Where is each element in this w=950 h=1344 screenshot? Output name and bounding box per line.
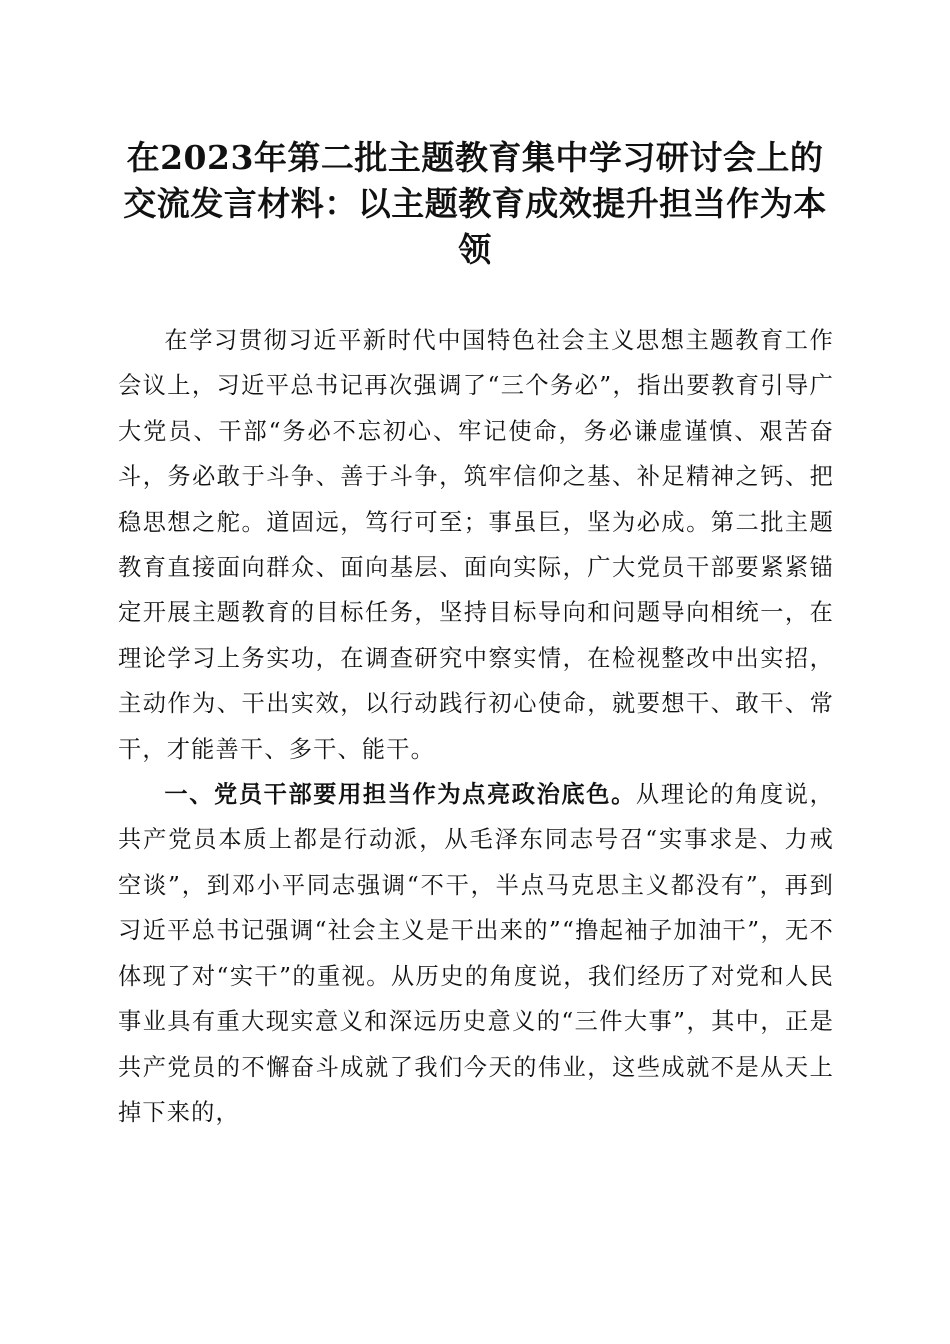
intro-paragraph-text: 在学习贯彻习近平新时代中国特色社会主义思想主题教育工作会议上，习近平总书记再次强调了“三个务必”，指出要教育引导广大党员、干部“务必不忘初心、牢记使命，务必谦虚谨慎、艰苦奋斗，务必敢于斗争、善于斗争，筑牢信仰之基、补足精神之钙、把稳思想之舵。道固远，笃行可至；事虽巨，坚为必成。第二批主题教育直接面向群众、面向基层、面向实际，广大党员干部要紧紧锚定开展主题教育的目标任务，坚持目标导向和问题导向相统一，在理论学习上务实功，在调查研究中察实情，在检视整改中出实招，主动作为、干出实效，以行动践行初心使命，就要想干、敢干、常干，才能善干、多干、能干。 xyxy=(118,327,834,763)
document-body xyxy=(118,318,834,1135)
section-one-heading: 一、党员干部要用担当作为点亮政治底色。 xyxy=(164,781,636,809)
document-title: 在2023年第二批主题教育集中学习研讨会上的交流发言材料：以主题教育成效提升担当作为本领 xyxy=(123,138,827,269)
section-one-text: 从理论的角度说，共产党员本质上都是行动派，从毛泽东同志号召“实事求是、力戒空谈”，到邓小平同志强调“不干，半点马克思主义都没有”，再到习近平总书记强调“社会主义是干出来的”“撸起袖子加油干”，无不体现了对“实干”的重视。从历史的角度说，我们经历了对党和人民事业具有重大现实意义和深远历史意义的“三件大事”，其中，正是共产党员的不懈奋斗成就了我们今天的伟业，这些成就不是从天上掉下来的， xyxy=(118,781,834,1126)
section-one-paragraph xyxy=(118,772,834,1135)
intro-paragraph xyxy=(118,318,834,772)
